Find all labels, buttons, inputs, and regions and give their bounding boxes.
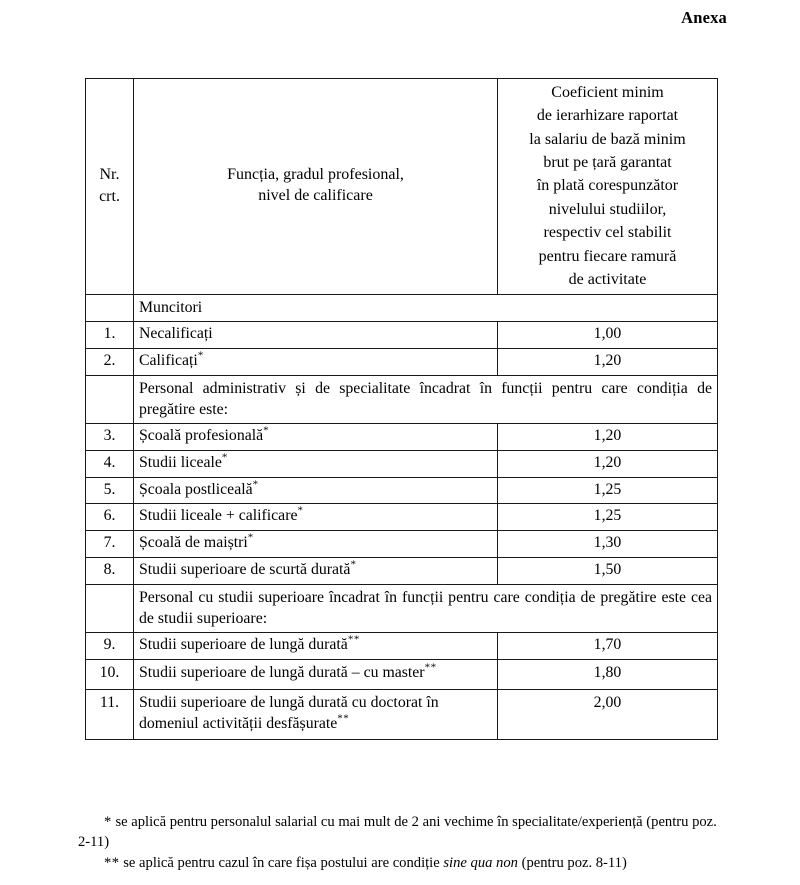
footnote-double-asterisk-text-before: se aplică pentru cazul în care fișa postului are condiție <box>119 855 444 872</box>
table-row <box>86 689 718 740</box>
header-cell-coefficient <box>498 79 718 295</box>
header-nr-line1: Nr. <box>99 166 120 184</box>
table-row <box>86 659 718 689</box>
row-number: 4. <box>86 450 134 477</box>
row-number: 5. <box>86 477 134 504</box>
row-description-text: Studii liceale <box>139 453 222 471</box>
section-row-personal-administrativ <box>86 375 718 423</box>
header-coef-line2: de ierarhizare raportat <box>536 107 679 125</box>
row-description <box>134 349 498 376</box>
table-row <box>86 477 718 504</box>
table-row <box>86 450 718 477</box>
row-coefficient: 1,20 <box>498 423 718 450</box>
header-coef-line4: brut pe țară garantat <box>543 154 672 172</box>
footnote-marker: ** <box>347 633 360 646</box>
row-number: 7. <box>86 531 134 558</box>
table-row <box>86 349 718 376</box>
section-nr-spacer-personal-superior <box>86 584 134 632</box>
table-header-row <box>86 79 718 295</box>
footnote-marker: ** <box>337 712 350 725</box>
table-row <box>86 423 718 450</box>
row-description <box>134 322 498 349</box>
row-coefficient: 1,25 <box>498 504 718 531</box>
row-description <box>134 504 498 531</box>
row-coefficient: 1,00 <box>498 322 718 349</box>
footnote-marker: * <box>197 349 204 362</box>
footnote-double-asterisk-text-after: (pentru poz. 8-11) <box>517 855 627 872</box>
row-description <box>134 450 498 477</box>
row-description-text: Studii superioare de scurtă durată <box>139 561 351 579</box>
footnote-marker: * <box>263 424 270 437</box>
section-label-personal-administrativ: Personal administrativ și de specialitate încadrat în funcții pentru care condiția de pregătire este: <box>134 375 718 423</box>
footnote-marker: * <box>297 505 304 518</box>
header-coef-line5: în plată corespunzător <box>536 177 679 195</box>
page-title: Anexa <box>681 8 727 27</box>
footnote-double-asterisk <box>78 853 730 873</box>
section-row-muncitori <box>86 295 718 322</box>
header-cell-description <box>134 79 498 295</box>
row-number: 6. <box>86 504 134 531</box>
row-description-text: Calificați <box>139 352 198 370</box>
row-coefficient: 1,20 <box>498 450 718 477</box>
row-description <box>134 531 498 558</box>
section-nr-spacer-muncitori <box>86 295 134 322</box>
row-description-text: Studii superioare de lungă durată <box>139 635 348 653</box>
row-coefficient: 1,80 <box>498 659 718 689</box>
header-cell-nr <box>86 79 134 295</box>
row-description <box>134 659 498 689</box>
footnote-double-asterisk-italic: sine qua non <box>443 855 518 872</box>
header-coef-line6: nivelului studiilor, <box>548 200 667 218</box>
row-coefficient: 1,20 <box>498 349 718 376</box>
section-label-muncitori: Muncitori <box>134 295 718 322</box>
footnotes-block <box>78 812 730 874</box>
row-coefficient: 1,50 <box>498 558 718 585</box>
row-description-text: Școală profesională <box>139 426 264 444</box>
row-description-text: Necalificați <box>139 325 213 343</box>
header-desc-line1: Funcția, gradul profesional, <box>227 166 404 184</box>
row-description-text: Școala postliceală <box>139 480 253 498</box>
header-coef-line1: Coeficient minim <box>551 84 664 101</box>
footnote-marker: * <box>252 478 259 491</box>
footnote-single-asterisk-text: se aplică pentru personalul salarial cu mai mult de 2 ani vechime în specialitate/experiență (pentru poz. 2-11) <box>78 814 717 851</box>
row-number: 10. <box>86 659 134 689</box>
table-row <box>86 322 718 349</box>
row-number: 8. <box>86 558 134 585</box>
table-row <box>86 632 718 659</box>
header-coef-line8: pentru fiecare ramură <box>538 247 677 265</box>
row-number: 11. <box>86 689 134 740</box>
section-nr-spacer-personal-administrativ <box>86 375 134 423</box>
footnote-marker: * <box>350 558 357 571</box>
row-description-text: Școală de maiștri <box>139 534 248 552</box>
footnote-marker: * <box>247 532 254 545</box>
header-coef-line3: la salariu de bază minim <box>529 130 686 148</box>
row-description <box>134 632 498 659</box>
table-row <box>86 531 718 558</box>
row-description <box>134 423 498 450</box>
row-description <box>134 477 498 504</box>
annex-table-container <box>85 78 717 740</box>
header-coef-line9: de activitate <box>568 270 647 288</box>
header-nr-line2: crt. <box>99 187 120 205</box>
row-coefficient: 2,00 <box>498 689 718 740</box>
row-description <box>134 558 498 585</box>
header-coef-line7: respectiv cel stabilit <box>543 224 672 242</box>
row-coefficient: 1,30 <box>498 531 718 558</box>
row-number: 3. <box>86 423 134 450</box>
row-number: 9. <box>86 632 134 659</box>
footnote-single-asterisk-marker: * <box>104 814 112 830</box>
row-coefficient: 1,25 <box>498 477 718 504</box>
row-description-text: Studii superioare de lungă durată cu doctorat în domeniul activității desfășurate <box>139 693 439 732</box>
header-desc-line2: nivel de calificare <box>258 187 373 205</box>
table-row <box>86 504 718 531</box>
row-description-text: Studii superioare de lungă durată – cu master <box>139 663 425 681</box>
section-label-personal-superior: Personal cu studii superioare încadrat în funcții pentru care condiția de pregătire este cea de studii superioare: <box>134 584 718 632</box>
table-row <box>86 558 718 585</box>
row-coefficient: 1,70 <box>498 632 718 659</box>
row-description-text: Studii liceale + calificare <box>139 507 298 525</box>
footnote-double-asterisk-marker: ** <box>104 855 120 872</box>
footnote-marker: ** <box>424 661 437 674</box>
row-number: 1. <box>86 322 134 349</box>
row-number: 2. <box>86 349 134 376</box>
section-row-personal-superior <box>86 584 718 632</box>
salary-coefficient-table <box>85 78 718 740</box>
row-description <box>134 689 498 740</box>
footnote-marker: * <box>221 451 228 464</box>
footnote-single-asterisk <box>78 812 730 852</box>
